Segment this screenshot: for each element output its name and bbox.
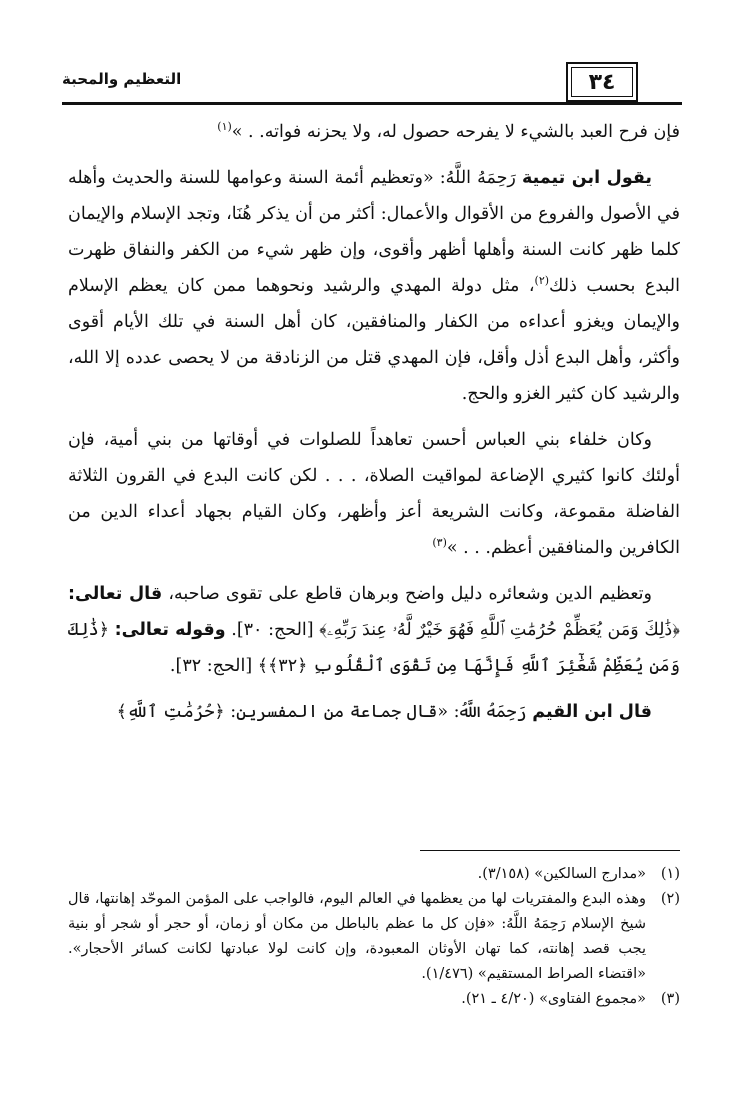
footnote-2 — [68, 887, 680, 987]
paragraph-2-text-cont: ، مثل دولة المهدي والرشيد ونحوهما ممن كان يعظم الإسلام والإيمان ويغزو أعداءه من الكفار والمنافقين، كان أهل السنة في تلك الأيام أقوى وأكثر، وأهل البدع أذل وأقل، فإن المهدي قتل من الزنادقة من لا يحصى عدده إلا الله، والرشيد كان كثير الغزو والحج. — [68, 276, 680, 404]
page-header — [62, 62, 682, 108]
page-number-box — [566, 62, 638, 102]
quran-verse-1: ﴿ذَٰلِكَ وَمَن يُعَظِّمْ حُرُمَٰتِ ٱللَّهِ فَهُوَ خَيْرٌ لَّهُۥ عِندَ رَبِّهِۦ﴾ — [319, 620, 680, 640]
footnote-number: (٣) — [660, 991, 680, 1007]
paragraph-4-intro: وتعظيم الدين وشعائره دليل واضح وبرهان قاطع على تقوى صاحبه، — [168, 584, 652, 604]
paragraph-3-text: وكان خلفاء بني العباس أحسن تعاهداً للصلوات في أوقاتها من بني أمية، فإن أولئك كانوا كثيري الإضاعة لمواقيت الصلاة، . . . لكن كانت البدع في القرون الثلاثة الفاضلة مقموعة، وكانت الشريعة أعز وأظهر، وكان القيام بجهاد أعداء الدين من الكافرين والمنافقين أعظم. . . » — [68, 430, 680, 558]
verse-2-source: [الحج: ٣٢]. — [169, 656, 253, 676]
honorific-2: رَحِمَهُ اللَّهُ — [459, 702, 527, 722]
quran-phrase: ﴿حُرُمَٰتِ ٱللَّهِ﴾ — [116, 702, 225, 722]
quran-verse-2: ﴿ذَٰلِكَ وَمَن يُعَظِّمْ شَعَٰٓئِرَ ٱللَّهِ فَإِنَّهَا مِن تَقْوَى ٱلْقُلُوبِ ﴿٣٢﴾﴾ — [68, 620, 680, 676]
speaker-ibn-qayyim: قال ابن القيم — [532, 702, 652, 722]
footnote-separator — [420, 850, 680, 851]
footnote-text: «مجموع الفتاوى» (٤/٢٠ ـ ٢١). — [461, 991, 646, 1007]
footnote-number: (١) — [660, 866, 680, 882]
paragraph-1 — [68, 114, 680, 150]
footnote-number: (٢) — [660, 891, 680, 907]
paragraph-2 — [68, 160, 680, 412]
honorific: رَحِمَهُ اللَّهُ — [445, 168, 516, 188]
footnote-3 — [68, 987, 680, 1012]
footnote-text: وهذه البدع والمفتريات لها من يعظمها في العالم اليوم، فالواجب على المؤمن الموحّد إهانتها، قال شيخ الإسلام رَحِمَهُ اللَّهُ: «فإن كل ما عظم بالباطل من مكان أو زمان، أو حجر أو شجر أو بنية يجب قصد إهانته، كما تهان الأوثان المعبودة، وإن كانت لولا عبادتها لكانت كسائر الأحجار». «اقتضاء الصراط المستقيم» (١/٤٧٦). — [68, 891, 646, 982]
qala-label: قال تعالى: — [68, 584, 163, 604]
speaker-ibn-taymiyya: يقول ابن تيمية — [521, 168, 652, 188]
qawl-label: وقوله تعالى: — [114, 620, 226, 640]
verse-1-source: [الحج: ٣٠]. — [231, 620, 314, 640]
footnotes — [68, 862, 680, 1012]
paragraph-3 — [68, 422, 680, 566]
footnote-ref-2: (٢) — [534, 274, 550, 288]
paragraph-5 — [68, 694, 680, 730]
running-title: التعظيم والمحبة — [62, 70, 182, 88]
footnote-1 — [68, 862, 680, 887]
main-text — [68, 114, 680, 730]
paragraph-5-text: : «قال جماعة من المفسرين: — [230, 702, 460, 722]
footnote-text: «مدارج السالكين» (٣/١٥٨). — [477, 866, 646, 882]
paragraph-1-text: فإن فرح العبد بالشيء لا يفرحه حصول له، ولا يحزنه فواته. . » — [231, 122, 680, 142]
header-rule — [62, 102, 682, 105]
paragraph-2-text: : «وتعظيم أئمة السنة وعوامها للسنة والحديث وأهله في الأصول والفروع من الأقوال والأعمال: أكثر من أن يذكر هُنَا، وتجد الإسلام والإيمان كلما ظهر كانت السنة وأهلها أظهر وأقوى، وإن ظهر شيء من الكفر والنفاق ظهرت البدع بحسب ذلك — [68, 168, 680, 296]
footnote-ref-3: (٣) — [432, 536, 447, 550]
footnote-ref-1: (١) — [217, 120, 232, 134]
paragraph-4 — [68, 576, 680, 684]
page-number: ٣٤ — [588, 69, 616, 95]
